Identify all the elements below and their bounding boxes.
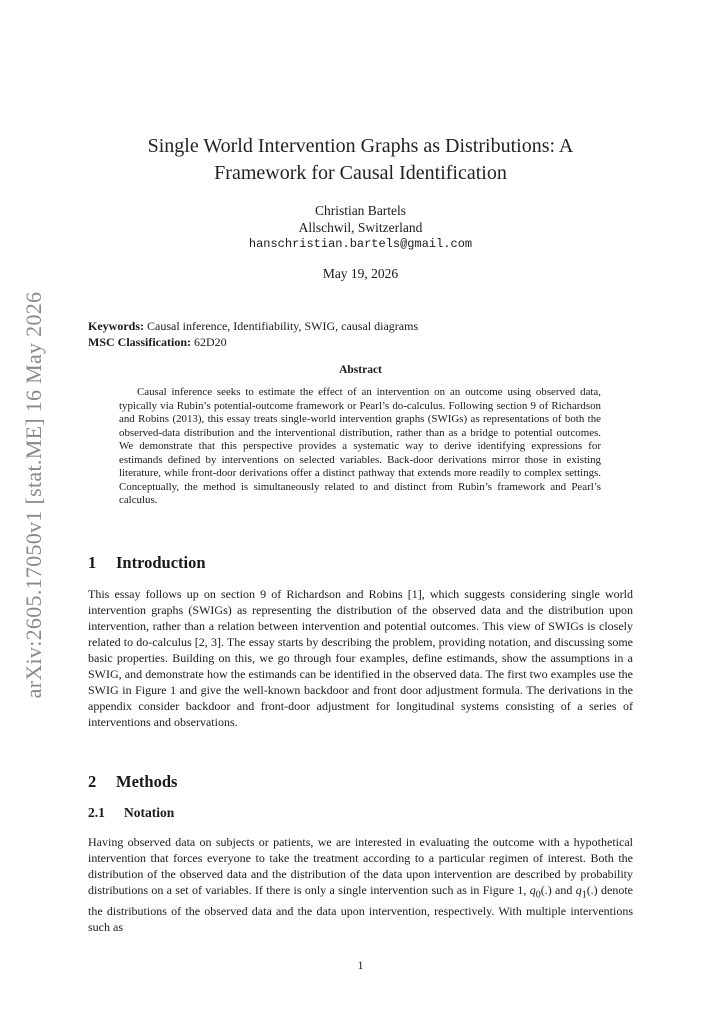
msc-label: MSC Classification: — [88, 335, 191, 349]
section-number: 1 — [88, 553, 97, 572]
msc-line — [88, 334, 633, 350]
introduction-paragraph: This essay follows up on section 9 of Richardson and Robins [1], which suggests considering single world intervention graphs (SWIGs) as representing the distribution of the observed data and the distribution upon intervention, rather than a relation between intervention and potential outcomes. This view of SWIGs is closely related to do-calculus [2, 3]. The essay starts by describing the problem, providing notation, and discussing some basic properties. Building on this, we go through four examples, define estimands, show the assumptions in a SWIG, and demonstrate how the estimands can be identified in the observed data. The first two examples use the SWIG in Figure 1 and give the well-known backdoor and front door adjustment formula. The derivations in the appendix consider backdoor and front-door adjustment for longitudinal systems consisting of a series of interventions and observations. — [88, 587, 633, 729]
author-block — [88, 202, 633, 253]
section-number: 2 — [88, 772, 97, 791]
author-name: Christian Bartels — [314, 203, 407, 218]
notation-text-2: (.) and — [540, 883, 576, 897]
subsection-number: 2.1 — [88, 805, 105, 820]
arxiv-identifier: arXiv:2605.17050v1 [stat.ME] 16 May 2026 — [21, 291, 46, 699]
notation-text-3: (.) denote the distributions of the observed data and the data upon intervention, respectively. With multiple interventions such as — [88, 883, 633, 935]
section-heading-methods — [88, 772, 177, 792]
notation-paragraph — [88, 834, 633, 935]
title-line-2: Framework for Causal Identification — [214, 162, 507, 184]
section-heading-introduction — [88, 553, 206, 573]
keywords-value: Causal inference, Identifiability, SWIG, causal diagrams — [147, 319, 419, 333]
msc-value: 62D20 — [194, 335, 227, 349]
subsection-heading-notation — [88, 805, 174, 821]
abstract-heading: Abstract — [339, 364, 382, 376]
author-email: hanschristian.bartels@gmail.com — [248, 237, 473, 251]
keywords-label: Keywords: — [88, 319, 144, 333]
arxiv-sidebar — [14, 285, 54, 705]
q0-subscript: 0 — [535, 889, 541, 901]
page-number: 1 — [357, 958, 364, 972]
abstract-text: Causal inference seeks to estimate the effect of an intervention on an outcome using observed data, typically via Rubin’s potential-outcome framework or Pearl’s do-calculus. Following section 9 of Richardson and Robins (2013), this essay treats single-world intervention graphs (SWIGs) as representations of both the observed-data distribution and the interventional distribution, rather than as a bridge to potential outcomes. We demonstrate that this perspective provides a systematic way to derive identifying expressions for estimands defined by interventions on selected variables. Back-door derivations mirror those in existing literature, while front-door derivations offer a distinct pathway that extends more readily to complex settings. Conceptually, the method is simultaneously related to and distinct from Rubin’s framework and Pearl’s calculus. — [119, 386, 601, 506]
notation-text-1: Having observed data on subjects or patients, we are interested in evaluating the outcome with a hypothetical intervention that forces everyone to take the treatment according to a particular regimen of interest. Both the distribution of the observed data and the distribution of the data upon intervention are described by probability distributions on a set of variables. If there is only a single intervention such as in Figure 1, — [88, 835, 633, 897]
paper-date: May 19, 2026 — [322, 266, 399, 281]
title-line-1: Single World Intervention Graphs as Distributions: A — [147, 135, 574, 157]
section-title: Methods — [116, 772, 178, 791]
keywords-line — [88, 318, 633, 334]
q1-subscript: 1 — [581, 889, 587, 901]
paper-title — [88, 133, 633, 187]
subsection-title: Notation — [124, 805, 175, 820]
section-title: Introduction — [116, 553, 206, 572]
paper-meta — [88, 318, 633, 350]
q0-symbol: q — [529, 883, 536, 897]
author-affiliation: Allschwil, Switzerland — [298, 220, 423, 235]
q1-symbol: q — [575, 883, 582, 897]
